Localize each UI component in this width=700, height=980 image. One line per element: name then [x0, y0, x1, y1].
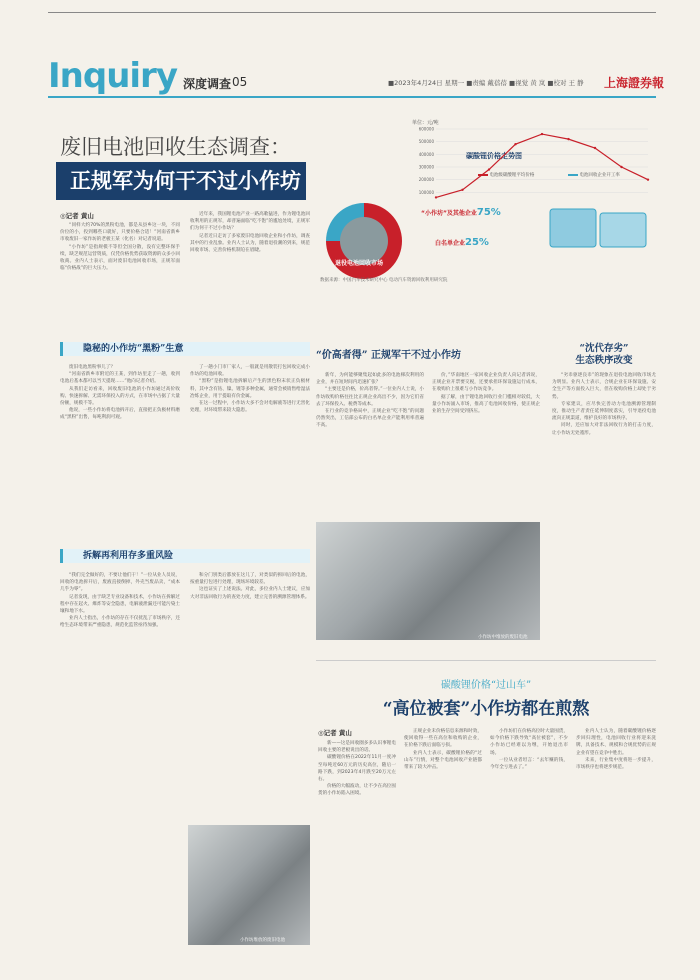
photo-recycling-site — [316, 522, 540, 640]
section-title-1: 隐秘的小作坊“黑粉”生意 — [83, 344, 184, 354]
s3-col2-text — [432, 372, 540, 415]
s2-text — [60, 572, 180, 630]
chart-area — [318, 115, 654, 283]
price-data-point — [594, 147, 596, 149]
pie-label-formal-pct: 25% — [465, 237, 489, 248]
photo-caption-1: 小作坊堆放的废旧电池 — [240, 938, 285, 943]
price-series-line — [436, 134, 648, 197]
pie-center-label: 退役电池回收市场 — [335, 260, 384, 267]
section-heading-5: “高位被套”小作坊都在煎熬 — [382, 699, 590, 719]
price-data-point — [514, 143, 516, 145]
section-title-4a: “沈代存劣” — [579, 343, 629, 354]
newspaper-logo: 上海證券報 — [604, 76, 665, 90]
s5-col4-paragraph: 业内人士认为，随着碳酸锂价格逐步回归理性，电池回收行业将迎来洗牌，具备技术、规模和合规优势的正规企业有望在竞争中胜出。 — [576, 729, 656, 756]
s2-paragraph: “我们完全做好的，不要让他们干！”一位从业人员说，回收的电池拆开后，废液直接倒掉，外壳当废品卖，“成本几乎为零”。 — [60, 573, 180, 593]
chart-source: 数据来源：中国汽车技术研究中心 电动汽车资源回收利用研究院 — [320, 278, 448, 283]
s3-col2-paragraph: 价，”华南地区一家回收企业负责人向记者诉说，正规企业开票要交税，还要承担环保设施运行成本，在收购价上很难与小作坊竞争。 — [432, 373, 540, 393]
s2-col2-paragraph: 和分门别类后都放在这儿了，对类似的拆回后的电池，按重量打包进行处理，现场环境较差。 — [190, 573, 310, 586]
battery-illustration — [600, 213, 646, 247]
battery-illustration — [550, 209, 596, 247]
s2-paragraph: 记者发现，由于缺乏专业设备和技术，小作坊在拆解过程中存在起火、爆炸等安全隐患，电解液泄漏还可能污染土壤和地下水。 — [60, 594, 180, 615]
price-data-point — [620, 166, 622, 168]
section-heading-2 — [60, 549, 310, 563]
section-divider — [316, 660, 656, 661]
pie-label-small-pct: 75% — [476, 207, 501, 218]
s1-paragraph: 他说，一些小作坊将电池拆开后，直接把正负极材料磨成“黑粉”出售，每吨利润可观。 — [60, 408, 180, 421]
legend-label-price: 电池级碳酸锂平均价格 — [489, 173, 535, 178]
chart-y-tick-label: 400000 — [418, 151, 434, 157]
section-title-4b: 生态秩序改变 — [575, 355, 633, 366]
s5-col3-text — [490, 728, 568, 771]
intro-text — [60, 222, 180, 272]
s4-paragraph: “劣币驱逐良币”的现象在退役电池回收市场尤为明显。业内人士表示，合规企业在环保设施、安全生产等方面投入巨大，但在收购价格上却处于劣势。 — [552, 373, 656, 400]
photo-caption-2: 小作坊中堆放的废旧电池 — [478, 635, 528, 640]
market-share-pie — [326, 203, 402, 279]
s4-paragraph: 同时，还应加大对非法回收行为的打击力度，让小作坊无处遁形。 — [552, 423, 656, 436]
legend-label-rate: 电池回收企业开工率 — [579, 173, 620, 178]
section-heading-1 — [60, 342, 310, 356]
col2-paragraph: 记者近日走访了多家废旧电池回收企业和小作坊，调查其中的行业乱象。业内人士认为，随着退役潮的到来，规范回收市场、完善价格机制迫在眉睫。 — [190, 233, 310, 254]
header-rule — [48, 96, 656, 98]
s4-paragraph: 专家建议，应尽快完善动力电池溯源管理制度，推动生产者责任延伸制度落实，引导退役电池流向正规渠道，维护良好的市场秩序。 — [552, 401, 656, 422]
s5-col1-paragraph: 价格的大幅波动，让不少在高位囤货的小作坊陷入困境。 — [318, 784, 396, 797]
s1-paragraph: “河南省新乡市附近的王某，到作坊里走了一趟，收到电池后基本都可以当天提现……”他向记者介绍。 — [60, 372, 180, 385]
pie-label-formal — [435, 237, 489, 248]
chart-y-tick-label: 600000 — [418, 126, 434, 132]
pie-label-formal-text: 白名单企业 — [435, 240, 466, 247]
s1-col2-paragraph: 在这一过程中，小作坊大多不会对电解液等进行无害化处理，对环境带来较大隐患。 — [190, 401, 310, 414]
s1-col2-paragraph: “黑粉”是指锂电池拆解后产生的黑色粉末状正负极材料，其中含有钴、镍、锂等多种金属，通常会被销售给湿法冶炼企业，用于提取有价金属。 — [190, 379, 310, 399]
s1-paragraph: 从我们走访看来，回收废旧电池的小作坊通过高价收购、快速拆解、无需环保投入的方式，在市场中占据了大量份额，规模不等。 — [60, 386, 180, 407]
s5-col4-text — [576, 728, 656, 771]
chart-title: 碳酸锂价格走势图 — [466, 152, 522, 160]
section-title-cn: 深度调查 — [183, 77, 232, 91]
price-data-point — [567, 138, 569, 140]
s5-col3-paragraph: 一位从业者坦言：“去年赚的钱，今年全亏进去了。” — [490, 757, 568, 771]
section-kicker-5: 碳酸锂价格“过山车” — [440, 680, 532, 691]
byline: ◎记者 黄山 — [60, 212, 94, 220]
section-heading-3: “价高者得” 正规军干不过小作坊 — [316, 350, 461, 361]
page-number: 05 — [232, 75, 248, 89]
s2-col2-text — [190, 572, 310, 601]
s2-paragraph: 业内人士指出，小作坊的存在不仅扰乱了市场秩序，还给生态环境带来严重隐患，规范化监管亟待加强。 — [60, 616, 180, 629]
header-top-rule — [48, 12, 656, 13]
price-series-points — [435, 133, 649, 199]
pie-label-small-text: “小作坊”及其他企业 — [421, 210, 477, 217]
s3-paragraph: 在行业的竞争格局中，正规企业“吃不饱”的问题仍然突出，工信部公布的白名单企业产能利用率普遍不高。 — [316, 409, 424, 429]
s3-text — [316, 372, 424, 430]
section-title-2: 拆解再利用存多重风险 — [83, 551, 174, 561]
headline-line1: 废旧电池回收生态调查： — [60, 135, 291, 159]
price-data-point — [488, 168, 490, 170]
chart-y-tick-label: 200000 — [418, 177, 434, 183]
s4-text — [552, 372, 656, 437]
s5-col1-paragraph: 碳酸锂价格在2022年11月一度冲至每吨近60万元的历史高位，随后一路下跌，到2023年4月跌至20万元左右。 — [318, 755, 396, 783]
s5-col2-paragraph: 正规企业未价格信息来源和时效，使回收得一些在高位和收购的企业，在价格下跌后面临亏损。 — [404, 729, 482, 749]
headline-line2: 正规军为何干不过小作坊 — [56, 162, 306, 200]
s5-col1-text — [318, 740, 396, 798]
dateline: ■2023年4月24日 星期一 ■责编 戴蓓蓓 ■视觉 黄 岚 ■校对 王 静 — [388, 79, 584, 87]
price-data-point — [461, 189, 463, 191]
s5-col1-paragraph: 新——这是回收圈多多认识事锂电回收主要的老板说出的话。 — [318, 741, 396, 754]
col2-paragraph: 近年来，我国锂电池产业一路高歌猛进，作为锂电池回收利用的正规军，却普遍面临“吃不饱”的尴尬处境，正规军们为何干不过小作坊？ — [190, 212, 310, 232]
section-heading-4 — [552, 343, 656, 367]
s1-col2-text — [190, 364, 310, 414]
byline-bottom: ◎记者 黄山 — [318, 729, 352, 737]
photo-battery-pile — [188, 825, 310, 945]
price-data-point — [541, 133, 543, 135]
intro-paragraph: “同样大约70%的黑粉电池，都是从县乡这一块，不同价位的小，投到哪些口就好，只要价格合适！”河南省新乡市收废旧一家作坊的老板王某（化名）对记者说道。 — [60, 223, 180, 243]
intro-paragraph: “小作坊”是指规模不等但全国分散，没有完整环保手续，缺乏规范运营资质，仅凭价格优势获取资源的众多小回收商。业内人士表示，面对废旧电池回收市场，正规军面临“价格战”的巨大压力。 — [60, 244, 180, 272]
chart-y-tick-label: 500000 — [418, 139, 434, 145]
s1-text — [60, 364, 180, 422]
s3-paragraph: “主要还是价格，价高者得。”一位业内人士说，小作坊收购价格往往比正规企业高出不少，因为它们省去了环保投入、税费等成本。 — [316, 387, 424, 407]
s5-col3-paragraph: 小作坊们在价格高位时大量囤货，如今价格下跌导致“高位被套”，不少小作坊已经难以为继，开始退出市场。 — [490, 729, 568, 756]
chart-unit: 单位：元/吨 — [412, 120, 439, 126]
s5-col2-text — [404, 728, 482, 771]
col2-text — [190, 211, 310, 254]
price-data-point — [435, 196, 437, 198]
chart-y-tick-label: 300000 — [418, 164, 434, 170]
pie-label-small — [421, 207, 501, 218]
s1-col2-paragraph: 了一趟小门市厂家人，一般就是用散装打包回收完成小作坊的电池回收。 — [190, 365, 310, 378]
s1-paragraph: 废旧电池黑粉事儿了？ — [69, 365, 115, 370]
price-data-point — [647, 178, 649, 180]
section-title-en: Inquiry — [48, 56, 177, 96]
s2-col2-paragraph: 这也证实了上述说法。对此，多位业内人士建议，应加大对非法回收行为的查处力度，建立完善的溯源管理体系。 — [190, 587, 310, 600]
chart-y-tick-label: 100000 — [418, 189, 434, 195]
s5-col2-paragraph: 业内人士表示，碳酸锂价格的“过山车”行情，对整个电池回收产业链都带来了较大冲击。 — [404, 750, 482, 771]
s3-col2-paragraph: 据了解，由于锂电池回收行业门槛相对较低，大量小作坊涌入市场，推高了电池回收价格，使正规企业的生存空间受到挤压。 — [432, 394, 540, 415]
s5-col4-paragraph: 未来，行业集中度将进一步提升，市场秩序也将逐步规范。 — [576, 757, 656, 771]
s3-paragraph: 新年，为何能够聚集起如此多的电池梯次利用的企业，并在短时间内迅速扩张？ — [316, 373, 424, 386]
